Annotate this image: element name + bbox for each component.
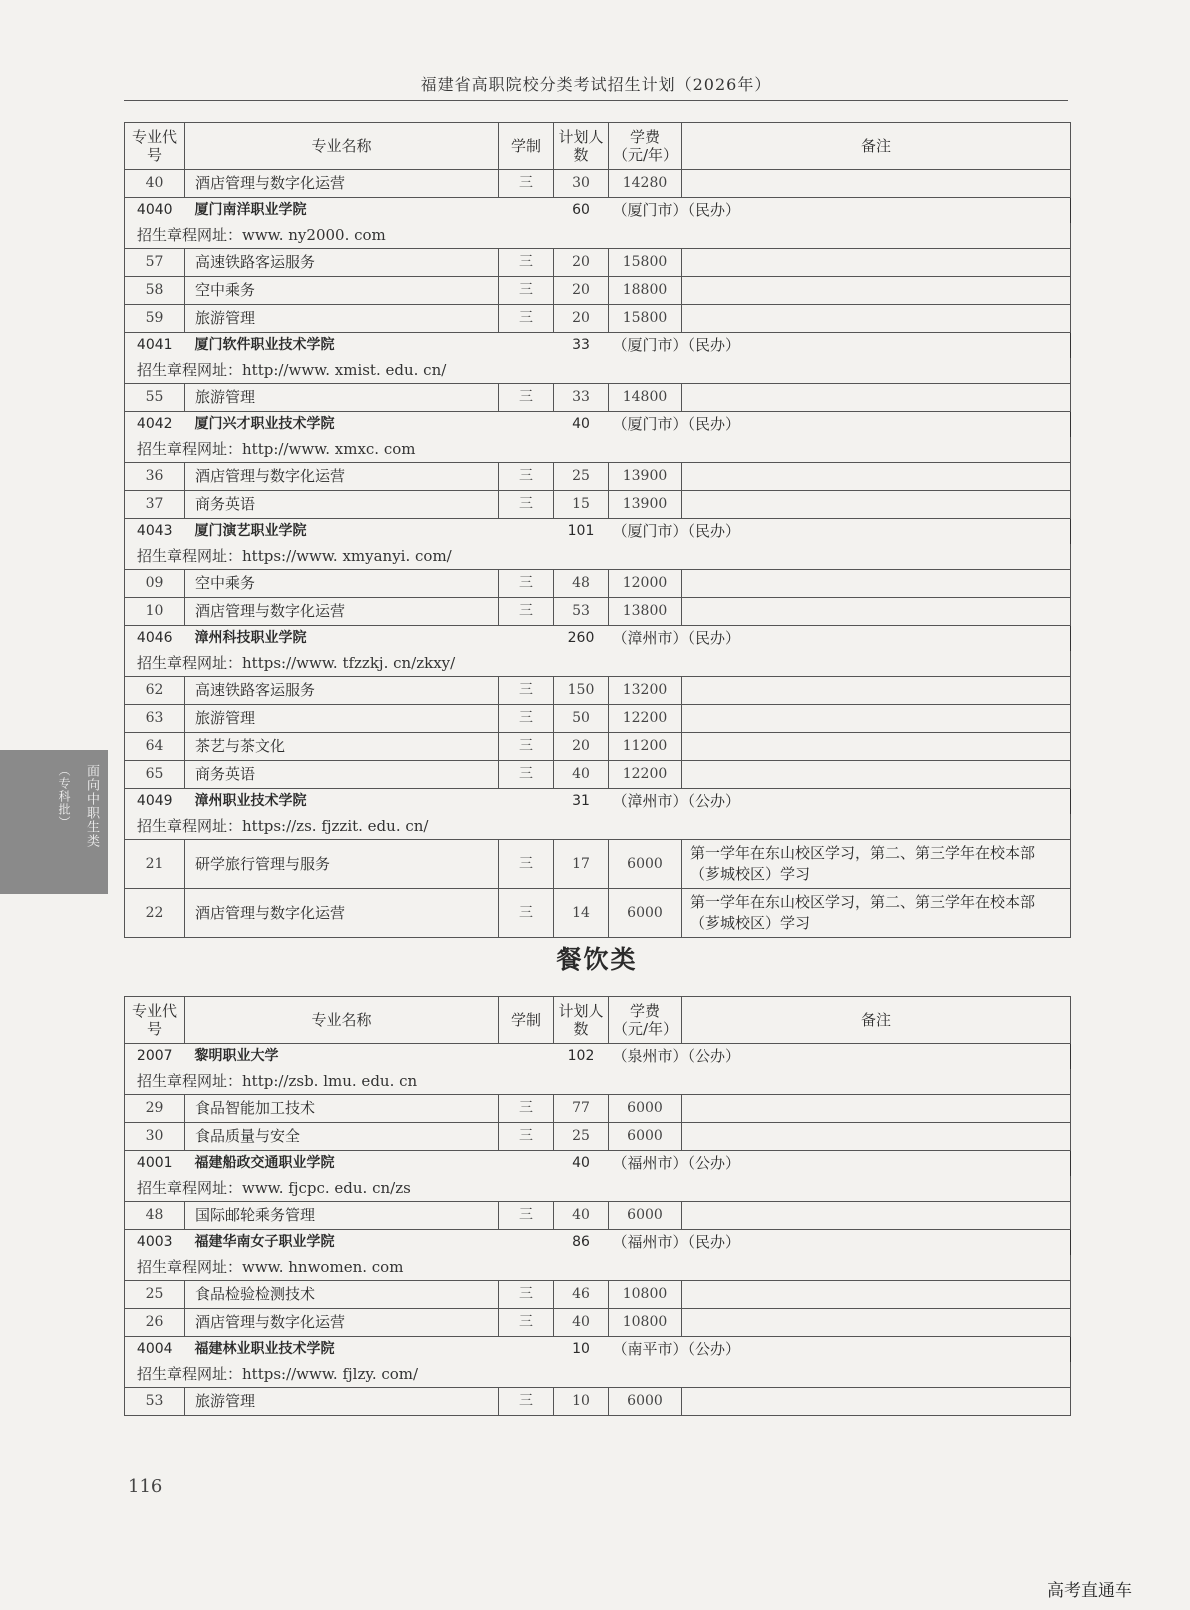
major-row (125, 1309, 1071, 1337)
major-fee: 10800 (609, 1281, 682, 1309)
major-quota: 46 (554, 1281, 609, 1309)
major-duration: 三 (499, 733, 554, 761)
charter-url: 招生章程网址：www. ny2000. com (125, 223, 1071, 249)
charter-url: 招生章程网址：https://zs. fjzzit. edu. cn/ (125, 814, 1071, 840)
major-quota: 40 (554, 1202, 609, 1230)
major-quota: 33 (554, 384, 609, 412)
major-duration: 三 (499, 249, 554, 277)
major-fee: 13200 (609, 677, 682, 705)
major-row (125, 463, 1071, 491)
section-title: 餐饮类 (556, 945, 638, 974)
major-fee: 12200 (609, 761, 682, 789)
major-name: 旅游管理 (185, 705, 499, 733)
institution-code: 4040 (125, 198, 185, 224)
major-fee: 13800 (609, 598, 682, 626)
major-duration: 三 (499, 491, 554, 519)
major-fee: 6000 (609, 1095, 682, 1123)
major-quota: 40 (554, 1309, 609, 1337)
header-name: 专业名称 (185, 123, 499, 170)
header-code: 专业代号 (125, 997, 185, 1044)
charter-url-row (125, 223, 1071, 249)
charter-url-row (125, 358, 1071, 384)
major-code: 53 (125, 1388, 185, 1416)
major-quota: 25 (554, 463, 609, 491)
institution-location: （漳州市）（公办） (609, 789, 1071, 815)
major-fee: 12200 (609, 705, 682, 733)
major-note (682, 570, 1071, 598)
major-fee: 11200 (609, 733, 682, 761)
major-code: 22 (125, 889, 185, 938)
major-duration: 三 (499, 463, 554, 491)
institution-code: 4043 (125, 519, 185, 545)
major-quota: 20 (554, 277, 609, 305)
major-note (682, 1123, 1071, 1151)
header-quota: 计划人数 (554, 123, 609, 170)
major-note: 第一学年在东山校区学习，第二、第三学年在校本部（芗城校区）学习 (682, 889, 1071, 938)
major-note (682, 1281, 1071, 1309)
major-duration: 三 (499, 1281, 554, 1309)
major-name: 食品检验检测技术 (185, 1281, 499, 1309)
major-row (125, 761, 1071, 789)
institution-name: 黎明职业大学 (185, 1044, 554, 1070)
major-row (125, 305, 1071, 333)
institution-name: 福建林业职业技术学院 (185, 1337, 554, 1363)
institution-row (125, 1337, 1071, 1363)
major-note (682, 384, 1071, 412)
major-code: 62 (125, 677, 185, 705)
major-row (125, 170, 1071, 198)
institution-quota: 40 (554, 412, 609, 438)
major-duration: 三 (499, 384, 554, 412)
major-row (125, 1095, 1071, 1123)
major-quota: 40 (554, 761, 609, 789)
major-duration: 三 (499, 305, 554, 333)
enrollment-table-2 (124, 996, 1071, 1416)
major-name: 酒店管理与数字化运营 (185, 889, 499, 938)
institution-quota: 40 (554, 1151, 609, 1177)
major-code: 59 (125, 305, 185, 333)
major-duration: 三 (499, 1202, 554, 1230)
institution-location: （福州市）（民办） (609, 1230, 1071, 1256)
major-row (125, 1123, 1071, 1151)
header-code: 专业代号 (125, 123, 185, 170)
charter-url-row (125, 1255, 1071, 1281)
major-row (125, 384, 1071, 412)
major-name: 国际邮轮乘务管理 (185, 1202, 499, 1230)
major-duration: 三 (499, 840, 554, 889)
major-row (125, 1202, 1071, 1230)
institution-row (125, 789, 1071, 815)
major-code: 09 (125, 570, 185, 598)
major-code: 26 (125, 1309, 185, 1337)
major-quota: 20 (554, 733, 609, 761)
major-note (682, 1388, 1071, 1416)
enrollment-table-1 (124, 122, 1071, 938)
major-code: 48 (125, 1202, 185, 1230)
institution-quota: 60 (554, 198, 609, 224)
charter-url: 招生章程网址：https://www. xmyanyi. com/ (125, 544, 1071, 570)
major-code: 21 (125, 840, 185, 889)
institution-location: （福州市）（公办） (609, 1151, 1071, 1177)
charter-url-row (125, 651, 1071, 677)
institution-row (125, 412, 1071, 438)
major-note (682, 1202, 1071, 1230)
major-quota: 14 (554, 889, 609, 938)
institution-quota: 101 (554, 519, 609, 545)
institution-name: 福建船政交通职业学院 (185, 1151, 554, 1177)
institution-name: 厦门软件职业技术学院 (185, 333, 554, 359)
major-quota: 53 (554, 598, 609, 626)
major-duration: 三 (499, 1123, 554, 1151)
institution-code: 4004 (125, 1337, 185, 1363)
major-code: 37 (125, 491, 185, 519)
header-name: 专业名称 (185, 997, 499, 1044)
institution-name: 厦门演艺职业学院 (185, 519, 554, 545)
header-quota: 计划人数 (554, 997, 609, 1044)
major-note (682, 733, 1071, 761)
major-code: 29 (125, 1095, 185, 1123)
major-fee: 13900 (609, 463, 682, 491)
major-fee: 15800 (609, 305, 682, 333)
major-row (125, 277, 1071, 305)
institution-name: 漳州职业技术学院 (185, 789, 554, 815)
institution-location: （厦门市）（民办） (609, 198, 1071, 224)
institution-row (125, 333, 1071, 359)
institution-quota: 102 (554, 1044, 609, 1070)
major-name: 空中乘务 (185, 277, 499, 305)
major-name: 酒店管理与数字化运营 (185, 170, 499, 198)
header-duration: 学制 (499, 997, 554, 1044)
major-row (125, 1388, 1071, 1416)
major-row (125, 1281, 1071, 1309)
major-name: 高速铁路客运服务 (185, 677, 499, 705)
major-fee: 13900 (609, 491, 682, 519)
major-note (682, 305, 1071, 333)
charter-url-row (125, 544, 1071, 570)
major-quota: 25 (554, 1123, 609, 1151)
major-quota: 50 (554, 705, 609, 733)
major-row (125, 598, 1071, 626)
institution-name: 漳州科技职业学院 (185, 626, 554, 652)
header-rule (124, 100, 1068, 101)
major-quota: 30 (554, 170, 609, 198)
institution-location: （漳州市）（民办） (609, 626, 1071, 652)
major-duration: 三 (499, 705, 554, 733)
major-row (125, 889, 1071, 938)
major-quota: 48 (554, 570, 609, 598)
major-fee: 12000 (609, 570, 682, 598)
header-note: 备注 (682, 123, 1071, 170)
watermark: 高考直通车 (1047, 1581, 1132, 1601)
institution-quota: 10 (554, 1337, 609, 1363)
major-name: 酒店管理与数字化运营 (185, 1309, 499, 1337)
side-tab-line2: （专科批） (57, 764, 71, 829)
charter-url: 招生章程网址：http://zsb. lmu. edu. cn (125, 1069, 1071, 1095)
major-row (125, 677, 1071, 705)
major-name: 研学旅行管理与服务 (185, 840, 499, 889)
major-note (682, 277, 1071, 305)
institution-name: 厦门南洋职业学院 (185, 198, 554, 224)
major-note (682, 170, 1071, 198)
major-row (125, 705, 1071, 733)
institution-quota: 260 (554, 626, 609, 652)
major-duration: 三 (499, 761, 554, 789)
charter-url: 招生章程网址：https://www. fjlzy. com/ (125, 1362, 1071, 1388)
major-code: 10 (125, 598, 185, 626)
institution-code: 4046 (125, 626, 185, 652)
charter-url: 招生章程网址：https://www. tfzzkj. cn/zkxy/ (125, 651, 1071, 677)
major-code: 58 (125, 277, 185, 305)
institution-row (125, 626, 1071, 652)
major-code: 55 (125, 384, 185, 412)
charter-url: 招生章程网址：http://www. xmist. edu. cn/ (125, 358, 1071, 384)
major-name: 食品质量与安全 (185, 1123, 499, 1151)
institution-name: 福建华南女子职业学院 (185, 1230, 554, 1256)
major-duration: 三 (499, 598, 554, 626)
header-fee: 学费（元/年） (609, 997, 682, 1044)
major-quota: 150 (554, 677, 609, 705)
major-fee: 18800 (609, 277, 682, 305)
institution-location: （泉州市）（公办） (609, 1044, 1071, 1070)
charter-url-row (125, 1069, 1071, 1095)
major-note (682, 1095, 1071, 1123)
major-fee: 14800 (609, 384, 682, 412)
major-quota: 17 (554, 840, 609, 889)
institution-code: 2007 (125, 1044, 185, 1070)
major-name: 商务英语 (185, 491, 499, 519)
major-note (682, 463, 1071, 491)
major-duration: 三 (499, 570, 554, 598)
side-tab (0, 750, 108, 894)
page-number: 116 (128, 1476, 163, 1497)
institution-code: 4041 (125, 333, 185, 359)
major-name: 酒店管理与数字化运营 (185, 463, 499, 491)
institution-row (125, 1044, 1071, 1070)
major-code: 30 (125, 1123, 185, 1151)
major-fee: 6000 (609, 840, 682, 889)
major-fee: 6000 (609, 1202, 682, 1230)
major-note (682, 677, 1071, 705)
institution-quota: 86 (554, 1230, 609, 1256)
header-duration: 学制 (499, 123, 554, 170)
institution-location: （厦门市）（民办） (609, 333, 1071, 359)
major-duration: 三 (499, 170, 554, 198)
institution-code: 4049 (125, 789, 185, 815)
major-name: 茶艺与茶文化 (185, 733, 499, 761)
major-name: 空中乘务 (185, 570, 499, 598)
major-row (125, 840, 1071, 889)
institution-row (125, 1151, 1071, 1177)
major-name: 商务英语 (185, 761, 499, 789)
major-duration: 三 (499, 889, 554, 938)
major-quota: 77 (554, 1095, 609, 1123)
major-code: 40 (125, 170, 185, 198)
institution-location: （厦门市）（民办） (609, 519, 1071, 545)
major-quota: 20 (554, 249, 609, 277)
major-duration: 三 (499, 1095, 554, 1123)
major-note (682, 705, 1071, 733)
major-quota: 10 (554, 1388, 609, 1416)
major-note (682, 249, 1071, 277)
major-duration: 三 (499, 677, 554, 705)
institution-code: 4003 (125, 1230, 185, 1256)
major-name: 旅游管理 (185, 384, 499, 412)
charter-url: 招生章程网址：http://www. xmxc. com (125, 437, 1071, 463)
major-code: 36 (125, 463, 185, 491)
header-row (125, 997, 1071, 1044)
major-name: 食品智能加工技术 (185, 1095, 499, 1123)
charter-url: 招生章程网址：www. hnwomen. com (125, 1255, 1071, 1281)
running-head: 福建省高职院校分类考试招生计划（2026年） (420, 75, 772, 94)
major-name: 酒店管理与数字化运营 (185, 598, 499, 626)
major-row (125, 733, 1071, 761)
institution-location: （南平市）（公办） (609, 1337, 1071, 1363)
institution-row (125, 519, 1071, 545)
major-note (682, 598, 1071, 626)
major-note: 第一学年在东山校区学习，第二、第三学年在校本部（芗城校区）学习 (682, 840, 1071, 889)
major-code: 25 (125, 1281, 185, 1309)
major-row (125, 491, 1071, 519)
major-name: 高速铁路客运服务 (185, 249, 499, 277)
major-row (125, 570, 1071, 598)
major-name: 旅游管理 (185, 1388, 499, 1416)
major-fee: 14280 (609, 170, 682, 198)
major-code: 57 (125, 249, 185, 277)
institution-row (125, 1230, 1071, 1256)
major-fee: 15800 (609, 249, 682, 277)
major-name: 旅游管理 (185, 305, 499, 333)
institution-location: （厦门市）（民办） (609, 412, 1071, 438)
charter-url-row (125, 814, 1071, 840)
header-note: 备注 (682, 997, 1071, 1044)
major-note (682, 491, 1071, 519)
major-note (682, 1309, 1071, 1337)
major-code: 65 (125, 761, 185, 789)
major-code: 64 (125, 733, 185, 761)
institution-quota: 33 (554, 333, 609, 359)
major-fee: 6000 (609, 1388, 682, 1416)
institution-row (125, 198, 1071, 224)
institution-name: 厦门兴才职业技术学院 (185, 412, 554, 438)
major-row (125, 249, 1071, 277)
major-quota: 15 (554, 491, 609, 519)
major-quota: 20 (554, 305, 609, 333)
side-tab-line1: 面向中职生类 (84, 764, 99, 848)
major-fee: 6000 (609, 889, 682, 938)
major-fee: 10800 (609, 1309, 682, 1337)
header-row (125, 123, 1071, 170)
charter-url-row (125, 1362, 1071, 1388)
institution-code: 4042 (125, 412, 185, 438)
header-fee: 学费（元/年） (609, 123, 682, 170)
major-fee: 6000 (609, 1123, 682, 1151)
major-note (682, 761, 1071, 789)
charter-url-row (125, 437, 1071, 463)
charter-url-row (125, 1176, 1071, 1202)
charter-url: 招生章程网址：www. fjcpc. edu. cn/zs (125, 1176, 1071, 1202)
major-duration: 三 (499, 1309, 554, 1337)
major-duration: 三 (499, 277, 554, 305)
institution-quota: 31 (554, 789, 609, 815)
major-code: 63 (125, 705, 185, 733)
major-duration: 三 (499, 1388, 554, 1416)
institution-code: 4001 (125, 1151, 185, 1177)
